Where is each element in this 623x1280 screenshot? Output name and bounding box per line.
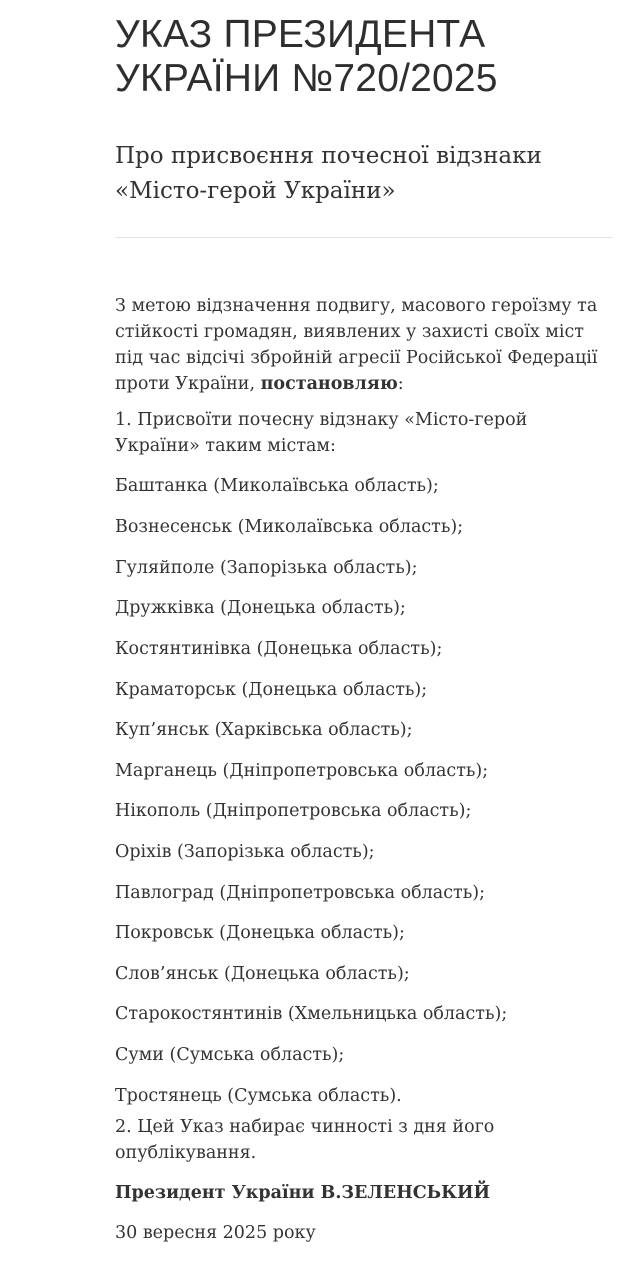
- point-1: 1. Присвоїти почесну відзнаку «Місто-герой України» таким містам:: [115, 410, 528, 456]
- decree-body: [115, 293, 613, 1246]
- city-item: Баштанка (Миколаївська область);: [115, 476, 439, 496]
- signature: Президент України В.ЗЕЛЕНСЬКИЙ: [115, 1182, 491, 1203]
- city-item: Костянтинівка (Донецька область);: [115, 638, 443, 659]
- decree-subtitle-line2: «Місто-герой України»: [115, 178, 396, 204]
- intro-bold-word: постановляю: [260, 374, 398, 394]
- city-item: Оріхів (Запорізька область);: [115, 841, 375, 862]
- decree-date: 30 вересня 2025 року: [115, 1222, 316, 1243]
- decree-title: [115, 0, 613, 101]
- intro-paragraph: [115, 293, 613, 397]
- header-divider: [115, 237, 613, 238]
- city-item: Куп’янськ (Харківська область);: [115, 720, 413, 741]
- intro-end: :: [397, 374, 404, 394]
- city-list: [115, 459, 613, 1109]
- city-item: Павлоград (Дніпропетровська область);: [115, 882, 485, 903]
- city-item: Дружківка (Донецька область);: [115, 598, 406, 619]
- city-item: Суми (Сумська область);: [115, 1044, 345, 1065]
- decree-page: [115, 0, 613, 1246]
- city-item: Слов’янськ (Донецька область);: [115, 963, 410, 984]
- decree-subtitle: [115, 139, 613, 209]
- decree-title-line1: УКАЗ ПРЕЗИДЕНТА: [115, 13, 486, 56]
- city-item: Краматорськ (Донецька область);: [115, 679, 428, 700]
- decree-subtitle-line1: Про присвоєння почесної відзнаки: [115, 143, 542, 169]
- city-item: Покровськ (Донецька область);: [115, 923, 405, 944]
- intro-text: З метою відзначення подвигу, масового героїзму та стійкості громадян, виявлених у захисті своїх міст під час відсічі збройній агресії Російської Федерації проти України,: [115, 296, 598, 394]
- city-item: Вознесенськ (Миколаївська область);: [115, 517, 464, 538]
- city-item: Нікополь (Дніпропетровська область);: [115, 801, 472, 822]
- city-item: Старокостянтинів (Хмельницька область);: [115, 1004, 508, 1025]
- point-2: 2. Цей Указ набирає чинності з дня його опублікування.: [115, 1116, 495, 1163]
- city-item: Гуляйполе (Запорізька область);: [115, 557, 418, 578]
- city-item: Тростянець (Сумська область).: [115, 1085, 402, 1106]
- decree-title-line2: УКРАЇНИ №720/2025: [115, 57, 498, 100]
- city-item: Марганець (Дніпропетровська область);: [115, 760, 489, 781]
